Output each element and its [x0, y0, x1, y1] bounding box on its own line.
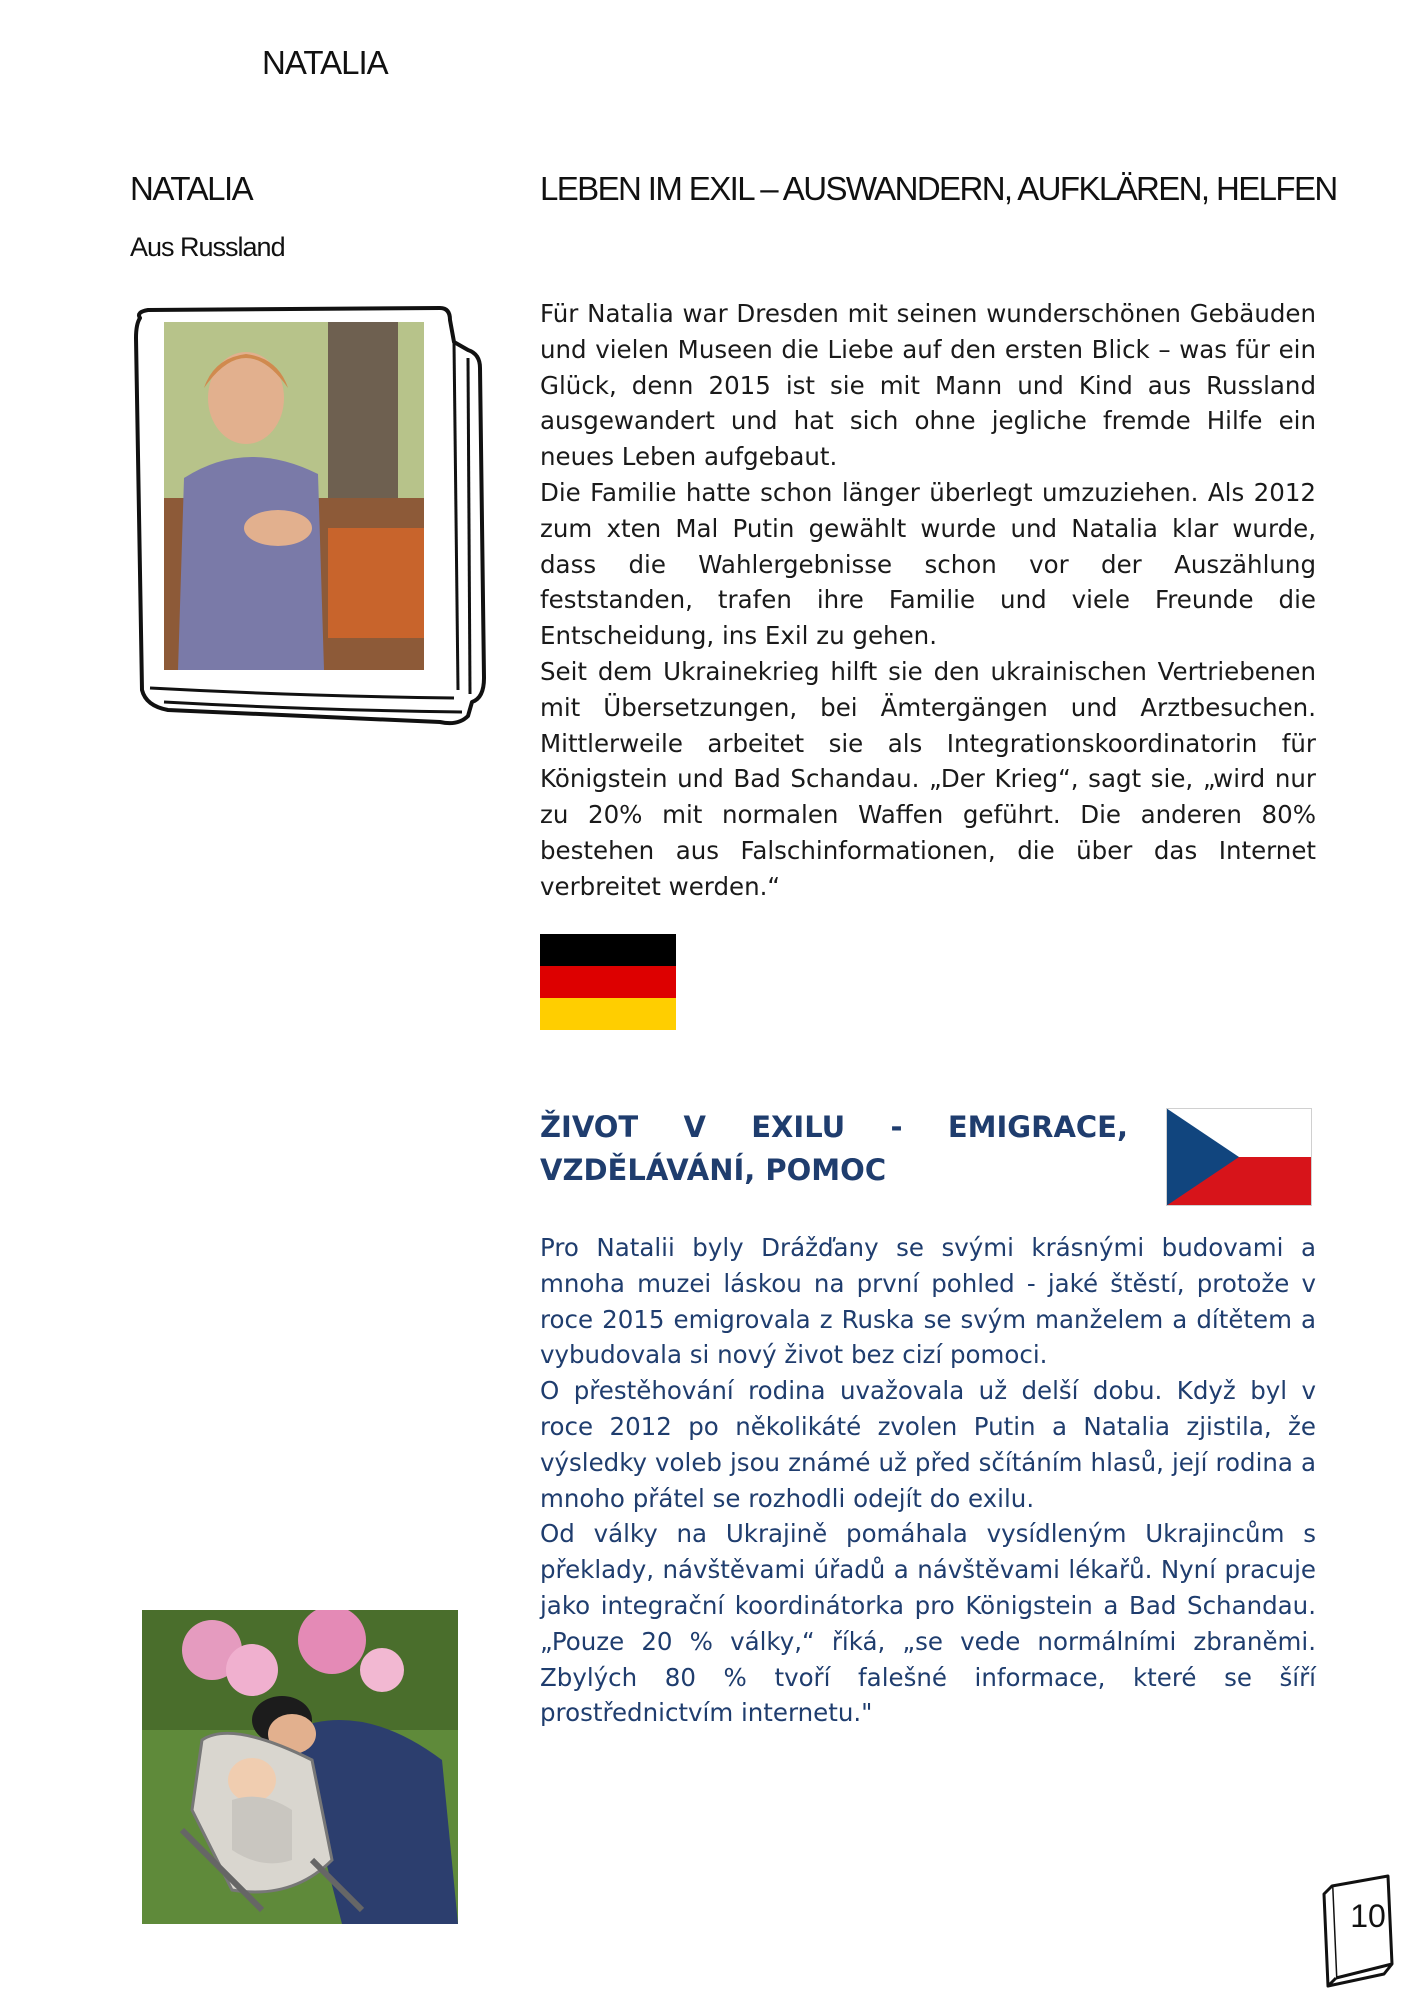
portrait-photo — [164, 322, 424, 670]
germany-flag-stripe-black — [540, 934, 676, 966]
page-header-title: NATALIA — [262, 44, 388, 81]
czech-paragraph: Pro Natalii byly Drážďany se svými krásnými budovami a mnoha muzei láskou na první pohled - jaké štěstí, protože v roce 2015 emigrovala z Ruska se svým manželem a dítětem a vybudovala si nový život bez cizí pomoci. — [540, 1233, 1316, 1370]
czech-heading-line2: VZDĚLÁVÁNÍ, POMOC — [540, 1153, 887, 1187]
czech-paragraph: Od války na Ukrajině pomáhala vysídleným Ukrajincům s překlady, návštěvami úřadů a návštěvami lékařů. Nyní pracuje jako integrační koordinátorka pro Königstein a Bad Schandau. „Pouze 20 % války,“ říká, „se vede normálními zbraněmi. Zbylých 80 % tvoří falešné informace, které se šíří prostřednictvím internetu." — [540, 1519, 1316, 1728]
german-paragraph: Seit dem Ukrainekrieg hilft sie den ukrainischen Vertriebenen mit Übersetzungen, bei Ämtergängen und Arztbesuchen. Mittlerweile arbeitet sie als Integrationskoordinatorin für Königstein und Bad Schandau. „Der Krieg“, sagt sie, „wird nur zu 20% mit normalen Waffen geführt. Die anderen 80% bestehen aus Falschinformationen, die über das Internet verbreitet werden.“ — [540, 656, 1316, 901]
germany-flag-stripe-red — [540, 966, 676, 998]
german-paragraph: Für Natalia war Dresden mit seinen wunderschönen Gebäuden und vielen Museen die Liebe auf den ersten Blick – was für ein Glück, denn 2015 ist sie mit Mann und Kind aus Russland ausgewandert und hat sich ohne jegliche fremde Hilfe ein neues Leben aufgebaut. — [540, 299, 1316, 472]
germany-flag — [540, 934, 676, 1030]
family-photo — [142, 1610, 458, 1924]
czech-heading — [540, 1106, 1128, 1192]
page-number: 10 — [1350, 1898, 1386, 1934]
czech-heading-line1: ŽIVOT V EXILU - EMIGRACE, — [540, 1110, 1128, 1144]
portrait-book-frame — [128, 298, 498, 734]
czech-body-text — [540, 1230, 1316, 1731]
czech-paragraph: O přestěhování rodina uvažovala už delší dobu. Když byl v roce 2012 po několikáté zvolen Putin a Natalia zjistila, že výsledky voleb jsou známé už před sčítáním hlasů, její rodina a mnoho přátel se rozhodli odejít do exilu. — [540, 1376, 1316, 1513]
german-paragraph: Die Familie hatte schon länger überlegt umzuziehen. Als 2012 zum xten Mal Putin gewählt wurde und Natalia klar wurde, dass die Wahlergebnisse schon vor der Auszählung feststanden, trafen ihre Familie und viele Freunde die Entscheidung, ins Exil zu gehen. — [540, 477, 1316, 651]
german-heading: LEBEN IM EXIL – AUSWANDERN, AUFKLÄREN, HELFEN — [540, 170, 1337, 207]
germany-flag-stripe-gold — [540, 998, 676, 1030]
czech-flag — [1166, 1108, 1312, 1206]
profile-origin: Aus Russland — [130, 232, 285, 262]
german-body-text — [540, 296, 1316, 905]
profile-name: NATALIA — [130, 170, 253, 207]
